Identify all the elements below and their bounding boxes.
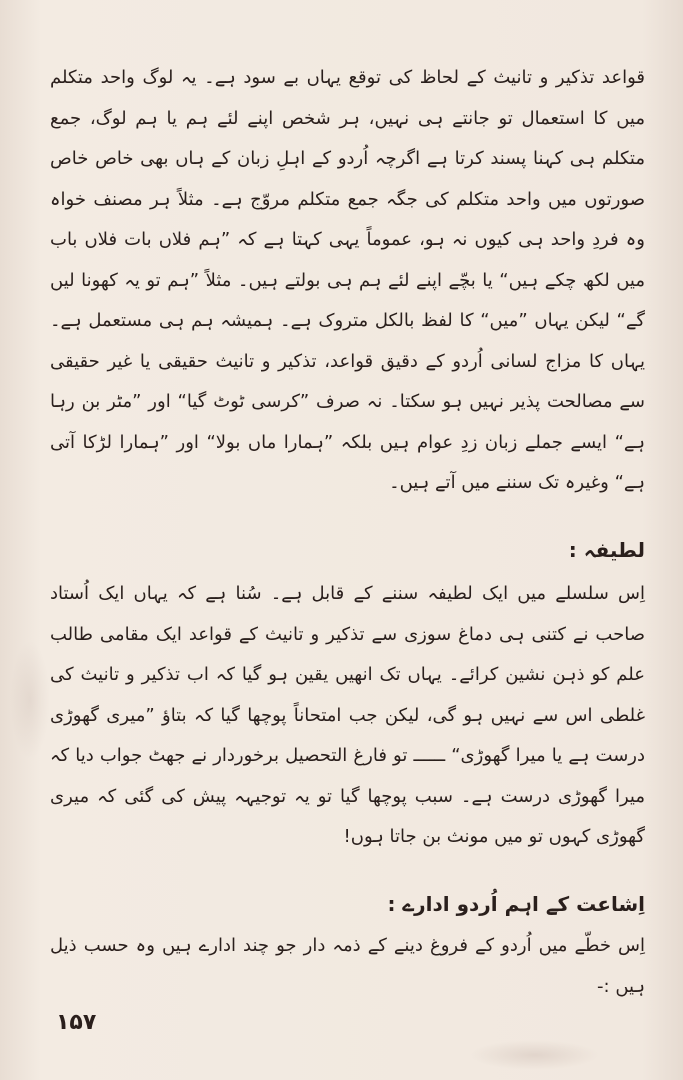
- paper-stain: [470, 1040, 600, 1070]
- paper-stain: [10, 640, 50, 760]
- paragraph-institutions-intro: اِس خطّے میں اُردو کے فروغ دینے کے ذمہ دار جو چند ادارے ہیں وہ حسب ذیل ہیں :-: [50, 935, 645, 997]
- paragraph-anecdote: اِس سلسلے میں ایک لطیفہ سننے کے قابل ہے۔ سُنا ہے کہ یہاں ایک اُستاد صاحب نے کتنی ہی دماغ سوزی سے تذکیر و تانیث کے قواعد ایک مقامی طالب علم کو ذہن نشین کرائے۔ یہاں تک انھیں یقین ہو گیا کہ اب تذکیر و تانیث کی غلطی اس سے نہیں ہو گی، لیکن جب امتحاناً پوچھا گیا کہ بتاؤ ”میری گھوڑی درست ہے یا میرا گھوڑی“ ــــــ تو فارغ التحصیل برخوردار نے جھٹ جواب دیا کہ میرا گھوڑی درست ہے۔ سبب پوچھا گیا تو یہ توجیہہ پیش کی گئی کہ میری گھوڑی کہوں تو میں مونث بن جاتا ہوں!: [50, 583, 645, 847]
- paragraph-grammar-gender: قواعد تذکیر و تانیث کے لحاظ کی توقع یہاں بے سود ہے۔ یہ لوگ واحد متکلم میں کا استعمال تو جانتے ہی نہیں، ہر شخص اپنے لئے ہم یا ہم لوگ، جمع متکلم ہی کہنا پسند کرتا ہے اگرچہ اُردو کے اہلِ زبان کے ہاں بھی خاص خاص صورتوں میں واحد متکلم کی جگہ جمع متکلم مروّج ہے۔ مثلاً ہر مصنف خواہ وہ فردِ واحد ہی کیوں نہ ہو، عموماً یہی کہتا ہے کہ ”ہم فلاں بات فلاں باب میں لکھ چکے ہیں“ یا بچّے اپنے لئے ہم ہی بولتے ہیں۔ مثلاً ”ہم تو یہ کھونا لیں گے“ لیکن یہاں ”میں“ کا لفظ بالکل متروک ہے۔ ہمیشہ ہم ہی مستعمل ہے۔ یہاں کا مزاج لسانی اُردو کے دقیق قواعد، تذکیر و تانیث حقیقی یا غیر حقیقی سے مصالحت پذیر نہیں ہو سکتا۔ نہ صرف ”کرسی ٹوٹ گیا“ اور ”مٹر بن رہا ہے“ ایسے جملے زبان زدِ عوام ہیں بلکہ ”ہمارا ماں بولا“ اور ”ہمارا لڑکا آتی ہے“ وغیرہ تک سننے میں آتے ہیں۔: [50, 67, 645, 493]
- page-number: ۱۵۷: [56, 1010, 97, 1035]
- heading-latifa: لطیفہ :: [568, 538, 645, 562]
- heading-publishing-institutions: اِشاعت کے اہم اُردو ادارے :: [387, 892, 645, 916]
